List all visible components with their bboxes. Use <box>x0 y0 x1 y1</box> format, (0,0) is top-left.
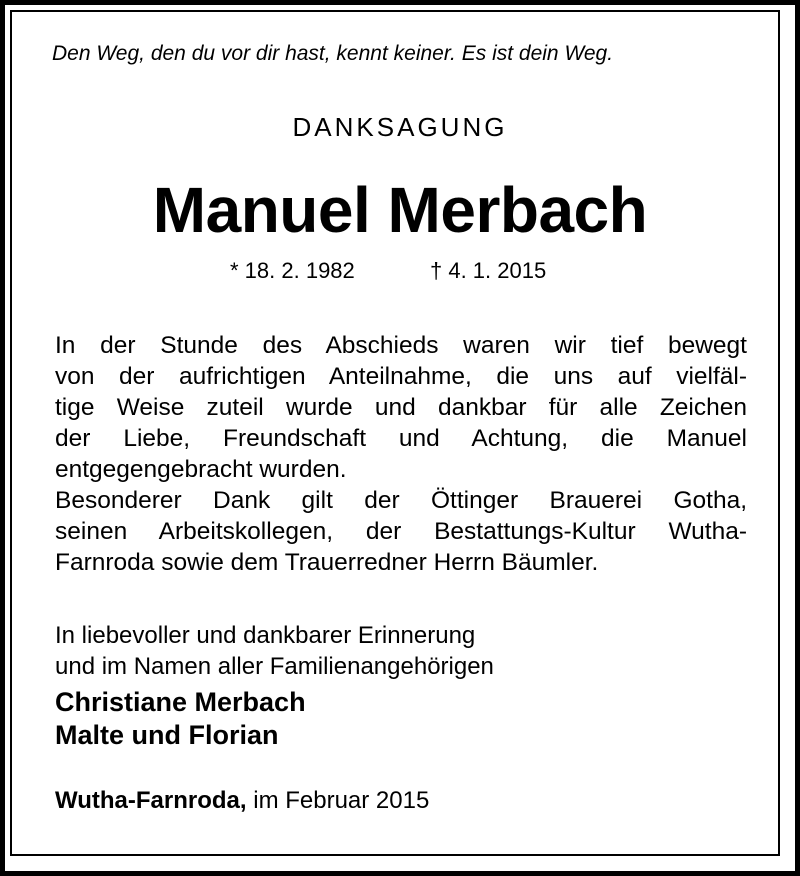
death-date: † 4. 1. 2015 <box>430 258 547 283</box>
closing-line: In liebevoller und dankbarer Erinnerung <box>55 622 476 649</box>
thanks-line: der Liebe, Freundschaft und Achtung, die Manuel <box>55 425 747 452</box>
signer-name: Malte und Florian <box>55 720 279 750</box>
thanks-line: von der aufrichtigen Anteilnahme, die uns auf vielfäl- <box>55 363 747 390</box>
place-date <box>55 787 429 815</box>
heading: DANKSAGUNG <box>292 112 508 142</box>
deceased-name: Manuel Merbach <box>152 174 648 246</box>
closing <box>55 620 494 682</box>
signer-name: Christiane Merbach <box>55 687 306 717</box>
thanks-line: Farnroda sowie dem Trauerredner Herrn Bäumler. <box>55 549 599 576</box>
thanks-text <box>55 330 747 578</box>
thanks-line: entgegengebracht wurden. <box>55 456 347 483</box>
signers <box>55 686 306 752</box>
thanks-line: Besonderer Dank gilt der Öttinger Brauerei Gotha, <box>55 487 747 514</box>
motto: Den Weg, den du vor dir hast, kennt keiner. Es ist dein Weg. <box>52 42 614 65</box>
date: im Februar 2015 <box>246 787 430 814</box>
thanks-line: seinen Arbeitskollegen, der Bestattungs-Kultur Wutha- <box>55 518 747 545</box>
thanks-line: In der Stunde des Abschieds waren wir tief bewegt <box>55 332 747 359</box>
thanks-line: tige Weise zuteil wurde und dankbar für alle Zeichen <box>55 394 747 421</box>
closing-line: und im Namen aller Familienangehörigen <box>55 653 494 680</box>
birth-date: * 18. 2. 1982 <box>230 258 355 283</box>
place: Wutha-Farnroda, <box>55 787 247 814</box>
